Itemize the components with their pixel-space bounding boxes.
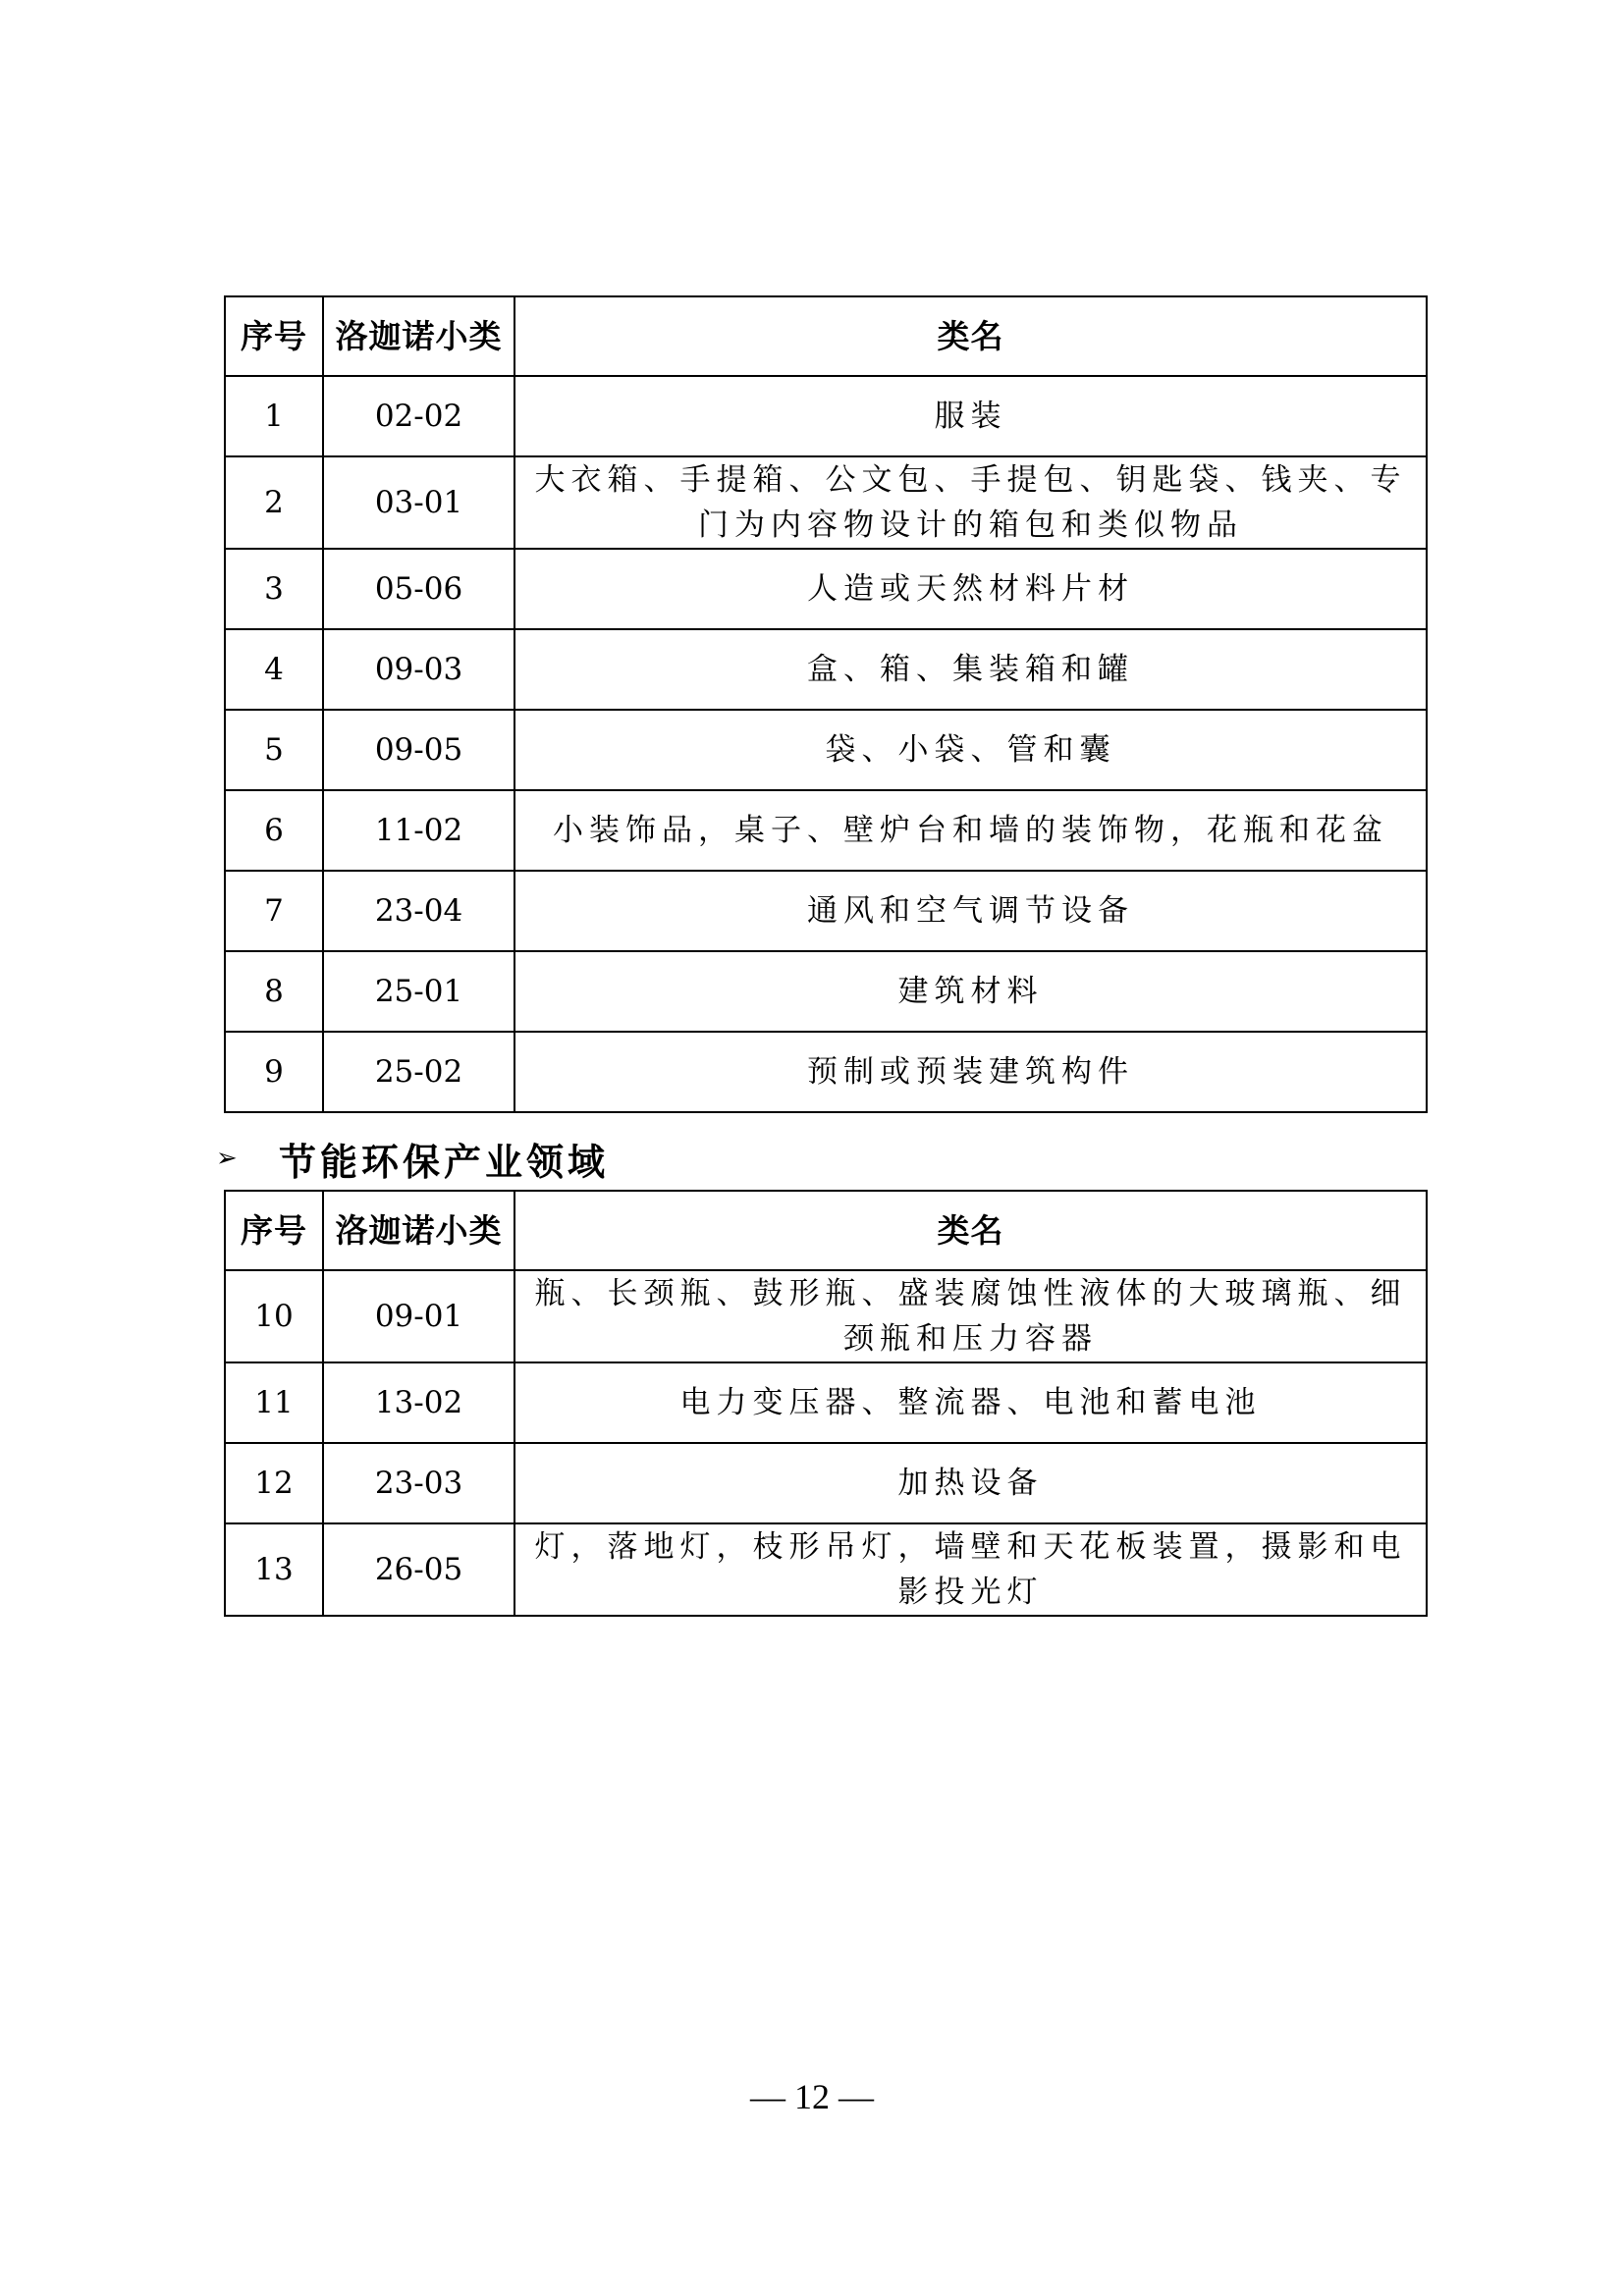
row-index: 10 xyxy=(225,1270,323,1362)
table-row xyxy=(225,1362,1427,1443)
row-locarno-code: 09-05 xyxy=(323,710,514,790)
row-locarno-code: 05-06 xyxy=(323,549,514,629)
table-row xyxy=(225,549,1427,629)
row-index: 3 xyxy=(225,549,323,629)
row-index: 1 xyxy=(225,376,323,456)
classification-table-2 xyxy=(224,1190,1428,1617)
row-class-name: 建筑材料 xyxy=(514,951,1427,1032)
header-class-name: 类名 xyxy=(514,1191,1427,1270)
table-row xyxy=(225,1523,1427,1616)
row-class-name: 服装 xyxy=(514,376,1427,456)
header-class-name: 类名 xyxy=(514,296,1427,376)
row-class-name: 小装饰品，桌子、壁炉台和墙的装饰物，花瓶和花盆 xyxy=(514,790,1427,871)
row-locarno-code: 23-04 xyxy=(323,871,514,951)
row-class-name: 盒、箱、集装箱和罐 xyxy=(514,629,1427,710)
row-index: 9 xyxy=(225,1032,323,1112)
header-locarno-subclass: 洛迦诺小类 xyxy=(323,1191,514,1270)
row-locarno-code: 25-02 xyxy=(323,1032,514,1112)
table-header-row xyxy=(225,296,1427,376)
row-class-name: 电力变压器、整流器、电池和蓄电池 xyxy=(514,1362,1427,1443)
table-row xyxy=(225,1032,1427,1112)
row-class-name: 袋、小袋、管和囊 xyxy=(514,710,1427,790)
row-class-name: 加热设备 xyxy=(514,1443,1427,1523)
row-index: 11 xyxy=(225,1362,323,1443)
row-locarno-code: 11-02 xyxy=(323,790,514,871)
table-row xyxy=(225,790,1427,871)
row-index: 13 xyxy=(225,1523,323,1616)
row-class-name: 灯，落地灯，枝形吊灯，墙壁和天花板装置，摄影和电影投光灯 xyxy=(514,1523,1427,1616)
header-index: 序号 xyxy=(225,1191,323,1270)
row-locarno-code: 25-01 xyxy=(323,951,514,1032)
row-class-name: 预制或预装建筑构件 xyxy=(514,1032,1427,1112)
row-index: 7 xyxy=(225,871,323,951)
row-index: 6 xyxy=(225,790,323,871)
header-index: 序号 xyxy=(225,296,323,376)
row-locarno-code: 23-03 xyxy=(323,1443,514,1523)
row-index: 8 xyxy=(225,951,323,1032)
table-row xyxy=(225,629,1427,710)
table-row xyxy=(225,951,1427,1032)
row-class-name: 大衣箱、手提箱、公文包、手提包、钥匙袋、钱夹、专门为内容物设计的箱包和类似物品 xyxy=(514,456,1427,549)
row-class-name: 人造或天然材料片材 xyxy=(514,549,1427,629)
classification-table-1 xyxy=(224,295,1428,1113)
table-row xyxy=(225,456,1427,549)
table-row xyxy=(225,710,1427,790)
table-row xyxy=(225,1270,1427,1362)
row-index: 12 xyxy=(225,1443,323,1523)
header-locarno-subclass: 洛迦诺小类 xyxy=(323,296,514,376)
row-class-name: 通风和空气调节设备 xyxy=(514,871,1427,951)
row-index: 4 xyxy=(225,629,323,710)
row-locarno-code: 09-01 xyxy=(323,1270,514,1362)
row-locarno-code: 13-02 xyxy=(323,1362,514,1443)
section-title: 节能环保产业领域 xyxy=(279,1140,610,1184)
page-number: — 12 — xyxy=(750,2077,874,2116)
row-index: 2 xyxy=(225,456,323,549)
table-row xyxy=(225,376,1427,456)
row-locarno-code: 03-01 xyxy=(323,456,514,549)
table-row xyxy=(225,1443,1427,1523)
row-locarno-code: 09-03 xyxy=(323,629,514,710)
table-row xyxy=(225,871,1427,951)
row-class-name: 瓶、长颈瓶、鼓形瓶、盛装腐蚀性液体的大玻璃瓶、细颈瓶和压力容器 xyxy=(514,1270,1427,1362)
table-header-row xyxy=(225,1191,1427,1270)
arrow-bullet-icon: ➢ xyxy=(216,1144,238,1173)
row-locarno-code: 02-02 xyxy=(323,376,514,456)
row-index: 5 xyxy=(225,710,323,790)
row-locarno-code: 26-05 xyxy=(323,1523,514,1616)
section-heading xyxy=(216,1129,609,1188)
